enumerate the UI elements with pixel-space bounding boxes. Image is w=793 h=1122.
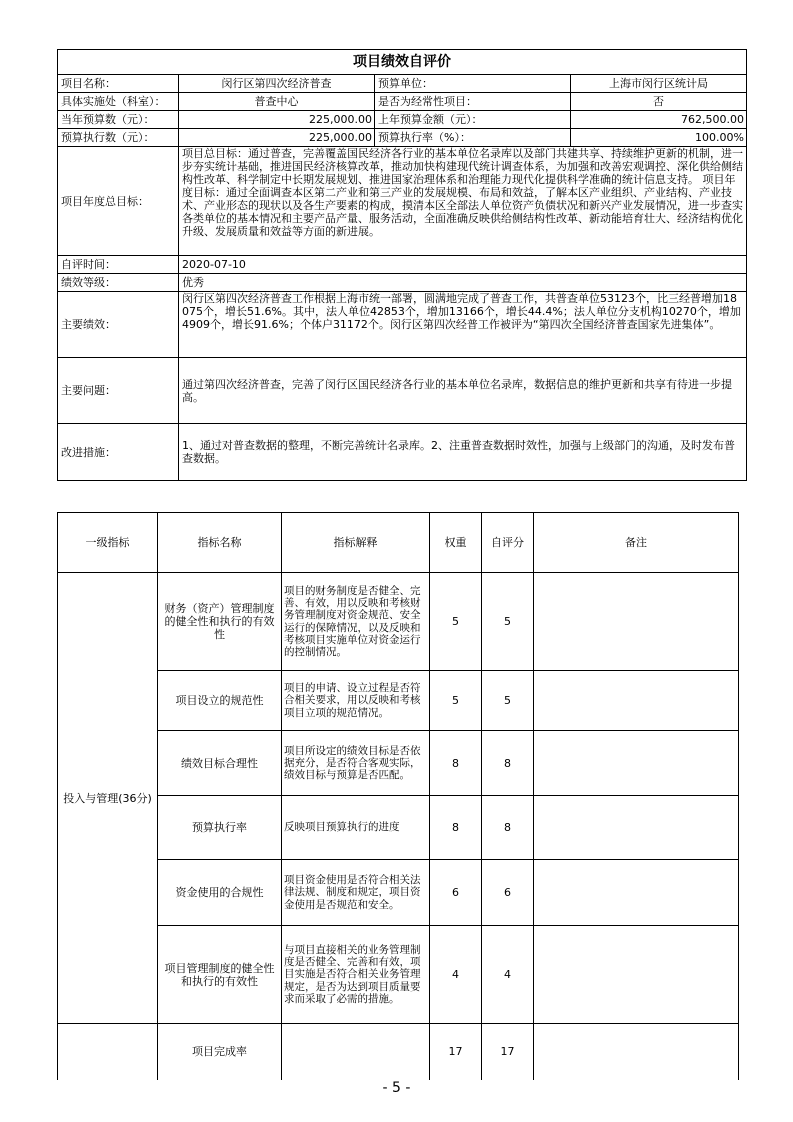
indicator-name: 绩效目标合理性 (158, 731, 282, 796)
recurring-value: 否 (571, 93, 747, 111)
indicator-weight: 8 (430, 796, 482, 860)
indicator-explanation: 项目资金使用是否符合相关法律法规、制度和规定，项目资金使用是否规范和安全。 (282, 860, 430, 926)
eval-time-value: 2020-07-10 (179, 256, 747, 274)
header-score: 自评分 (482, 513, 534, 573)
table-row (58, 860, 739, 926)
indicator-note (534, 1024, 739, 1080)
table-row (58, 671, 739, 731)
indicator-score: 4 (482, 926, 534, 1024)
header-explanation: 指标解释 (282, 513, 430, 573)
perf-text: 闵行区第四次经济普查工作根据上海市统一部署，圆满地完成了普查工作，共普查单位53123个，比三经普增加18075个，增长51.6%。其中，法人单位42853个，增加13166个，增长44.4%；法人单位分支机构10270个，增加4909个，增长91.6%；个体户31172个。闵行区第四次经普工作被评为“第四次全国经济普查国家先进集体”。 (179, 292, 747, 358)
budget-value: 225,000.00 (179, 111, 375, 129)
indicator-table (57, 512, 739, 1080)
indicator-weight: 5 (430, 671, 482, 731)
recurring-label: 是否为经常性项目： (375, 93, 571, 111)
grade-label: 绩效等级： (58, 274, 179, 292)
budget-unit-value: 上海市闵行区统计局 (571, 75, 747, 93)
table-row (58, 926, 739, 1024)
header-weight: 权重 (430, 513, 482, 573)
indicator-weight: 5 (430, 573, 482, 671)
project-name-value: 闵行区第四次经济普查 (179, 75, 375, 93)
indicator-note (534, 731, 739, 796)
measure-label: 改进措施： (58, 424, 179, 481)
issue-text: 通过第四次经济普查，完善了闵行区国民经济各行业的基本单位名录库，数据信息的维护更新和共享有待进一步提高。 (179, 358, 747, 424)
indicator-name: 资金使用的合规性 (158, 860, 282, 926)
measure-text: 1、通过对普查数据的整理，不断完善统计名录库。2、注重普查数据时效性，加强与上级部门的沟通，及时发布普查数据。 (179, 424, 747, 481)
indicator-note (534, 573, 739, 671)
self-evaluation-table (57, 49, 747, 481)
exec-rate-label: 预算执行率（%）： (375, 129, 571, 147)
exec-label: 预算执行数（元）： (58, 129, 179, 147)
indicator-name: 预算执行率 (158, 796, 282, 860)
indicator-weight: 6 (430, 860, 482, 926)
indicator-weight: 8 (430, 731, 482, 796)
indicator-note (534, 926, 739, 1024)
project-name-label: 项目名称： (58, 75, 179, 93)
last-budget-label: 上年预算金额（元）： (375, 111, 571, 129)
last-budget-value: 762,500.00 (571, 111, 747, 129)
budget-label: 当年预算数（元）： (58, 111, 179, 129)
indicator-score: 8 (482, 731, 534, 796)
header-name: 指标名称 (158, 513, 282, 573)
indicator-note (534, 671, 739, 731)
perf-label: 主要绩效： (58, 292, 179, 358)
table-row (58, 796, 739, 860)
indicator-name: 项目管理制度的健全性和执行的有效性 (158, 926, 282, 1024)
indicator-name: 项目完成率 (158, 1024, 282, 1080)
header-note: 备注 (534, 513, 739, 573)
dept-label: 具体实施处（科室）： (58, 93, 179, 111)
indicator-explanation: 项目的财务制度是否健全、完善、有效，用以反映和考核财务管理制度对资金规范、安全运行的保障情况，以及反映和考核项目实施单位对资金运行的控制情况。 (282, 573, 430, 671)
page-number: - 5 - (382, 1080, 411, 1096)
page-title: 项目绩效自评价 (58, 50, 747, 75)
budget-unit-label: 预算单位： (375, 75, 571, 93)
group-label-empty (58, 1024, 158, 1080)
eval-time-label: 自评时间： (58, 256, 179, 274)
table-row (58, 731, 739, 796)
indicator-weight: 17 (430, 1024, 482, 1080)
issue-label: 主要问题： (58, 358, 179, 424)
indicator-explanation: 项目所设定的绩效目标是否依据充分，是否符合客观实际，绩效目标与预算是否匹配。 (282, 731, 430, 796)
indicator-score: 5 (482, 671, 534, 731)
indicator-name: 财务（资产）管理制度的健全性和执行的有效性 (158, 573, 282, 671)
table-row (58, 1024, 739, 1080)
group-label: 投入与管理(36分) (58, 573, 158, 1024)
indicator-note (534, 860, 739, 926)
exec-value: 225,000.00 (179, 129, 375, 147)
indicator-explanation: 与项目直接相关的业务管理制度是否健全、完善和有效，项目实施是否符合相关业务管理规定，是否为达到项目质量要求而采取了必需的措施。 (282, 926, 430, 1024)
goal-label: 项目年度总目标： (58, 147, 179, 256)
indicator-score: 6 (482, 860, 534, 926)
header-level1: 一级指标 (58, 513, 158, 573)
indicator-explanation: 项目的申请、设立过程是否符合相关要求，用以反映和考核项目立项的规范情况。 (282, 671, 430, 731)
indicator-note (534, 796, 739, 860)
indicator-weight: 4 (430, 926, 482, 1024)
grade-value: 优秀 (179, 274, 747, 292)
indicator-score: 17 (482, 1024, 534, 1080)
indicator-explanation: 反映项目预算执行的进度 (282, 796, 430, 860)
dept-value: 普查中心 (179, 93, 375, 111)
goal-text: 项目总目标：通过普查，完善覆盖国民经济各行业的基本单位名录库以及部门共建共享、持续维护更新的机制，进一步夯实统计基础，推进国民经济核算改革，推动加快构建现代统计调查体系，为加强和改善宏观调控、深化供给侧结构性改革、科学制定中长期发展规划、推进国家治理体系和治理能力现代化提供科学准确的统计信息支持。 项目年度目标：通过全面调查本区第二产业和第三产业的发展规模、布局和效益，了解本区产业组织、产业结构、产业技术、产业形态的现状以及各生产要素的构成，摸清本区全部法人单位资产负债状况和新兴产业发展情况，进一步查实各类单位的基本情况和主要产品产量、服务活动，全面准确反映供给侧结构性改革、新动能培育壮大、经济结构优化升级、发展质量和效益等方面的新进展。 (179, 147, 747, 256)
indicator-score: 5 (482, 573, 534, 671)
indicator-name: 项目设立的规范性 (158, 671, 282, 731)
table-row (58, 573, 739, 671)
indicator-score: 8 (482, 796, 534, 860)
indicator-explanation (282, 1024, 430, 1080)
exec-rate-value: 100.00% (571, 129, 747, 147)
